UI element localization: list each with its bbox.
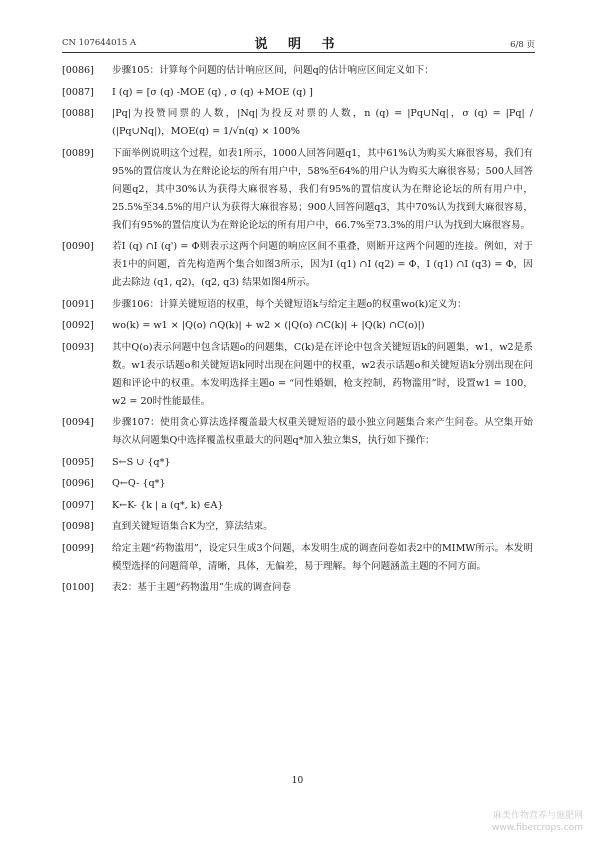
paragraph-number: [0095] <box>62 456 94 468</box>
paragraph-0093 <box>62 339 533 411</box>
paragraph-0091 <box>62 296 533 314</box>
paragraph-number: [0087] <box>62 86 94 98</box>
paragraph-0100 <box>62 579 533 597</box>
table-caption: 表2：基于主题“药物滥用”生成的调查问卷 <box>112 582 292 593</box>
paragraph-number: [0093] <box>62 341 94 353</box>
paragraph-0087 <box>62 84 533 102</box>
paragraph-0098 <box>62 518 533 536</box>
paragraph-number: [0091] <box>62 298 94 310</box>
paragraph-text: 其中Q(o)表示问题中包含话题o的问题集，C(k)是在评论中包含关键短语k的问题集，w1，w2是系数。w1表示话题o和关键短语k同时出现在问题中的权重，w2表示话题o和关键短语k分别出现在问题和评论中的权重。本发明选择主题o = “同性婚姻，枪支控制，药物滥用”时，设置w1 = 100，w2 = 20时性能最佳。 <box>112 341 533 407</box>
paragraph-text: 给定主题“药物滥用”，设定只生成3个问题，本发明生成的调查问卷如表2中的MIMW所示。本发明模型选择的问题简单，清晰，具体，无偏差，易于理解。每个问题涵盖主题的不同方面。 <box>112 542 533 572</box>
paragraph-0090 <box>62 238 533 292</box>
formula-weight: wo(k) = w1 × |Q(o) ∩Q(k)| + w2 × (|Q(o) ∩C(k)| + |Q(k) ∩C(o)|) <box>112 320 425 331</box>
paragraph-0089 <box>62 145 533 235</box>
paragraph-text: 步骤106：计算关键短语的权重，每个关键短语k与给定主题o的权重wo(k)定义为： <box>112 298 467 310</box>
document-body <box>62 62 533 601</box>
paragraph-number: [0092] <box>62 320 94 331</box>
paragraph-0094 <box>62 414 533 450</box>
paragraph-0097 <box>62 497 533 515</box>
paragraph-number: [0099] <box>62 542 94 554</box>
document-title: 说 明 书 <box>254 37 343 52</box>
page-indicator: 6/8 页 <box>510 40 535 50</box>
paragraph-number: [0098] <box>62 521 94 532</box>
paragraph-number: [0097] <box>62 499 94 511</box>
paragraph-number: [0088] <box>62 108 94 119</box>
paragraph-0096 <box>62 475 533 493</box>
formula-interval: I (q) = [σ (q) -MOE (q) , σ (q) +MOE (q) ] <box>112 86 313 98</box>
paragraph-text: 步骤107：使用贪心算法选择覆盖最大权重关键短语的最小独立问题集合来产生问卷。从空集开始每次从问题集Q中选择覆盖权重最大的问题q*加入独立集S，执行如下操作： <box>112 417 533 446</box>
paragraph-number: [0089] <box>62 147 94 159</box>
paragraph-number: [0086] <box>62 65 94 76</box>
paragraph-0099 <box>62 540 533 576</box>
paragraph-text: 步骤105：计算每个问题的估计响应区间，问题q的估计响应区间定义如下： <box>112 65 434 76</box>
paragraph-text: 若I (q) ∩I (q') = Φ则表示这两个问题的响应区间不重叠，则断开这两个问题的连接。例如，对于表1中的问题，首先构造两个集合如图3所示，因为I (q1) ∩I (q2) = Φ，I (q1) ∩I (q3) = Φ，因此去除边 (q1, q2)，(q2, q3) 结果如图4所示。 <box>112 241 533 288</box>
patent-number: CN 107644015 A <box>62 38 137 48</box>
paragraph-number: [0094] <box>62 417 94 428</box>
paragraph-text: 直到关键短语集合K为空，算法结束。 <box>112 521 273 532</box>
algorithm-step: K←K- {k | a (q*, k) ∈A} <box>112 499 224 511</box>
algorithm-step: S←S ∪ {q*} <box>112 456 171 468</box>
paragraph-0092 <box>62 317 533 335</box>
paragraph-text: 下面举例说明这个过程，如表1所示，1000人回答问题q1，其中61%认为购买大麻很容易，我们有95%的置信度认为在辩论论坛的所有用户中，58%至64%的用户认为购买大麻很容易；500人回答问题q2，其中30%认为获得大麻很容易，我们有95%的置信度认为在辩论论坛的所有用户中，25.5%至34.5%的用户认为获得大麻很容易；900人回答问题q3，其中70%认为找到大麻很容易，我们有95%的置信度认为在辩论论坛的所有用户中，66.7%至73.3%的用户认为找到大麻很容易。 <box>112 147 533 231</box>
paragraph-0088 <box>62 105 533 141</box>
paragraph-number: [0096] <box>62 478 94 489</box>
paragraph-0095 <box>62 454 533 472</box>
watermark-url: www.fibercrops.com <box>492 823 583 833</box>
watermark-site-name: 麻类作物营养与施肥网 <box>492 811 583 821</box>
paragraph-text: |Pq|为投赞同票的人数，|Nq|为投反对票的人数，n (q) = |Pq∪Nq|，σ (q) = |Pq| / (|Pq∪Nq|)，MOE(q) = 1/√n(q) × 100% <box>112 108 533 137</box>
paragraph-number: [0100] <box>62 582 94 593</box>
page-number: 10 <box>291 776 304 786</box>
site-watermark <box>492 810 583 834</box>
paragraph-number: [0090] <box>62 241 94 252</box>
page-header <box>62 32 535 53</box>
paragraph-0086 <box>62 62 533 80</box>
algorithm-step: Q←Q- {q*} <box>112 478 166 489</box>
